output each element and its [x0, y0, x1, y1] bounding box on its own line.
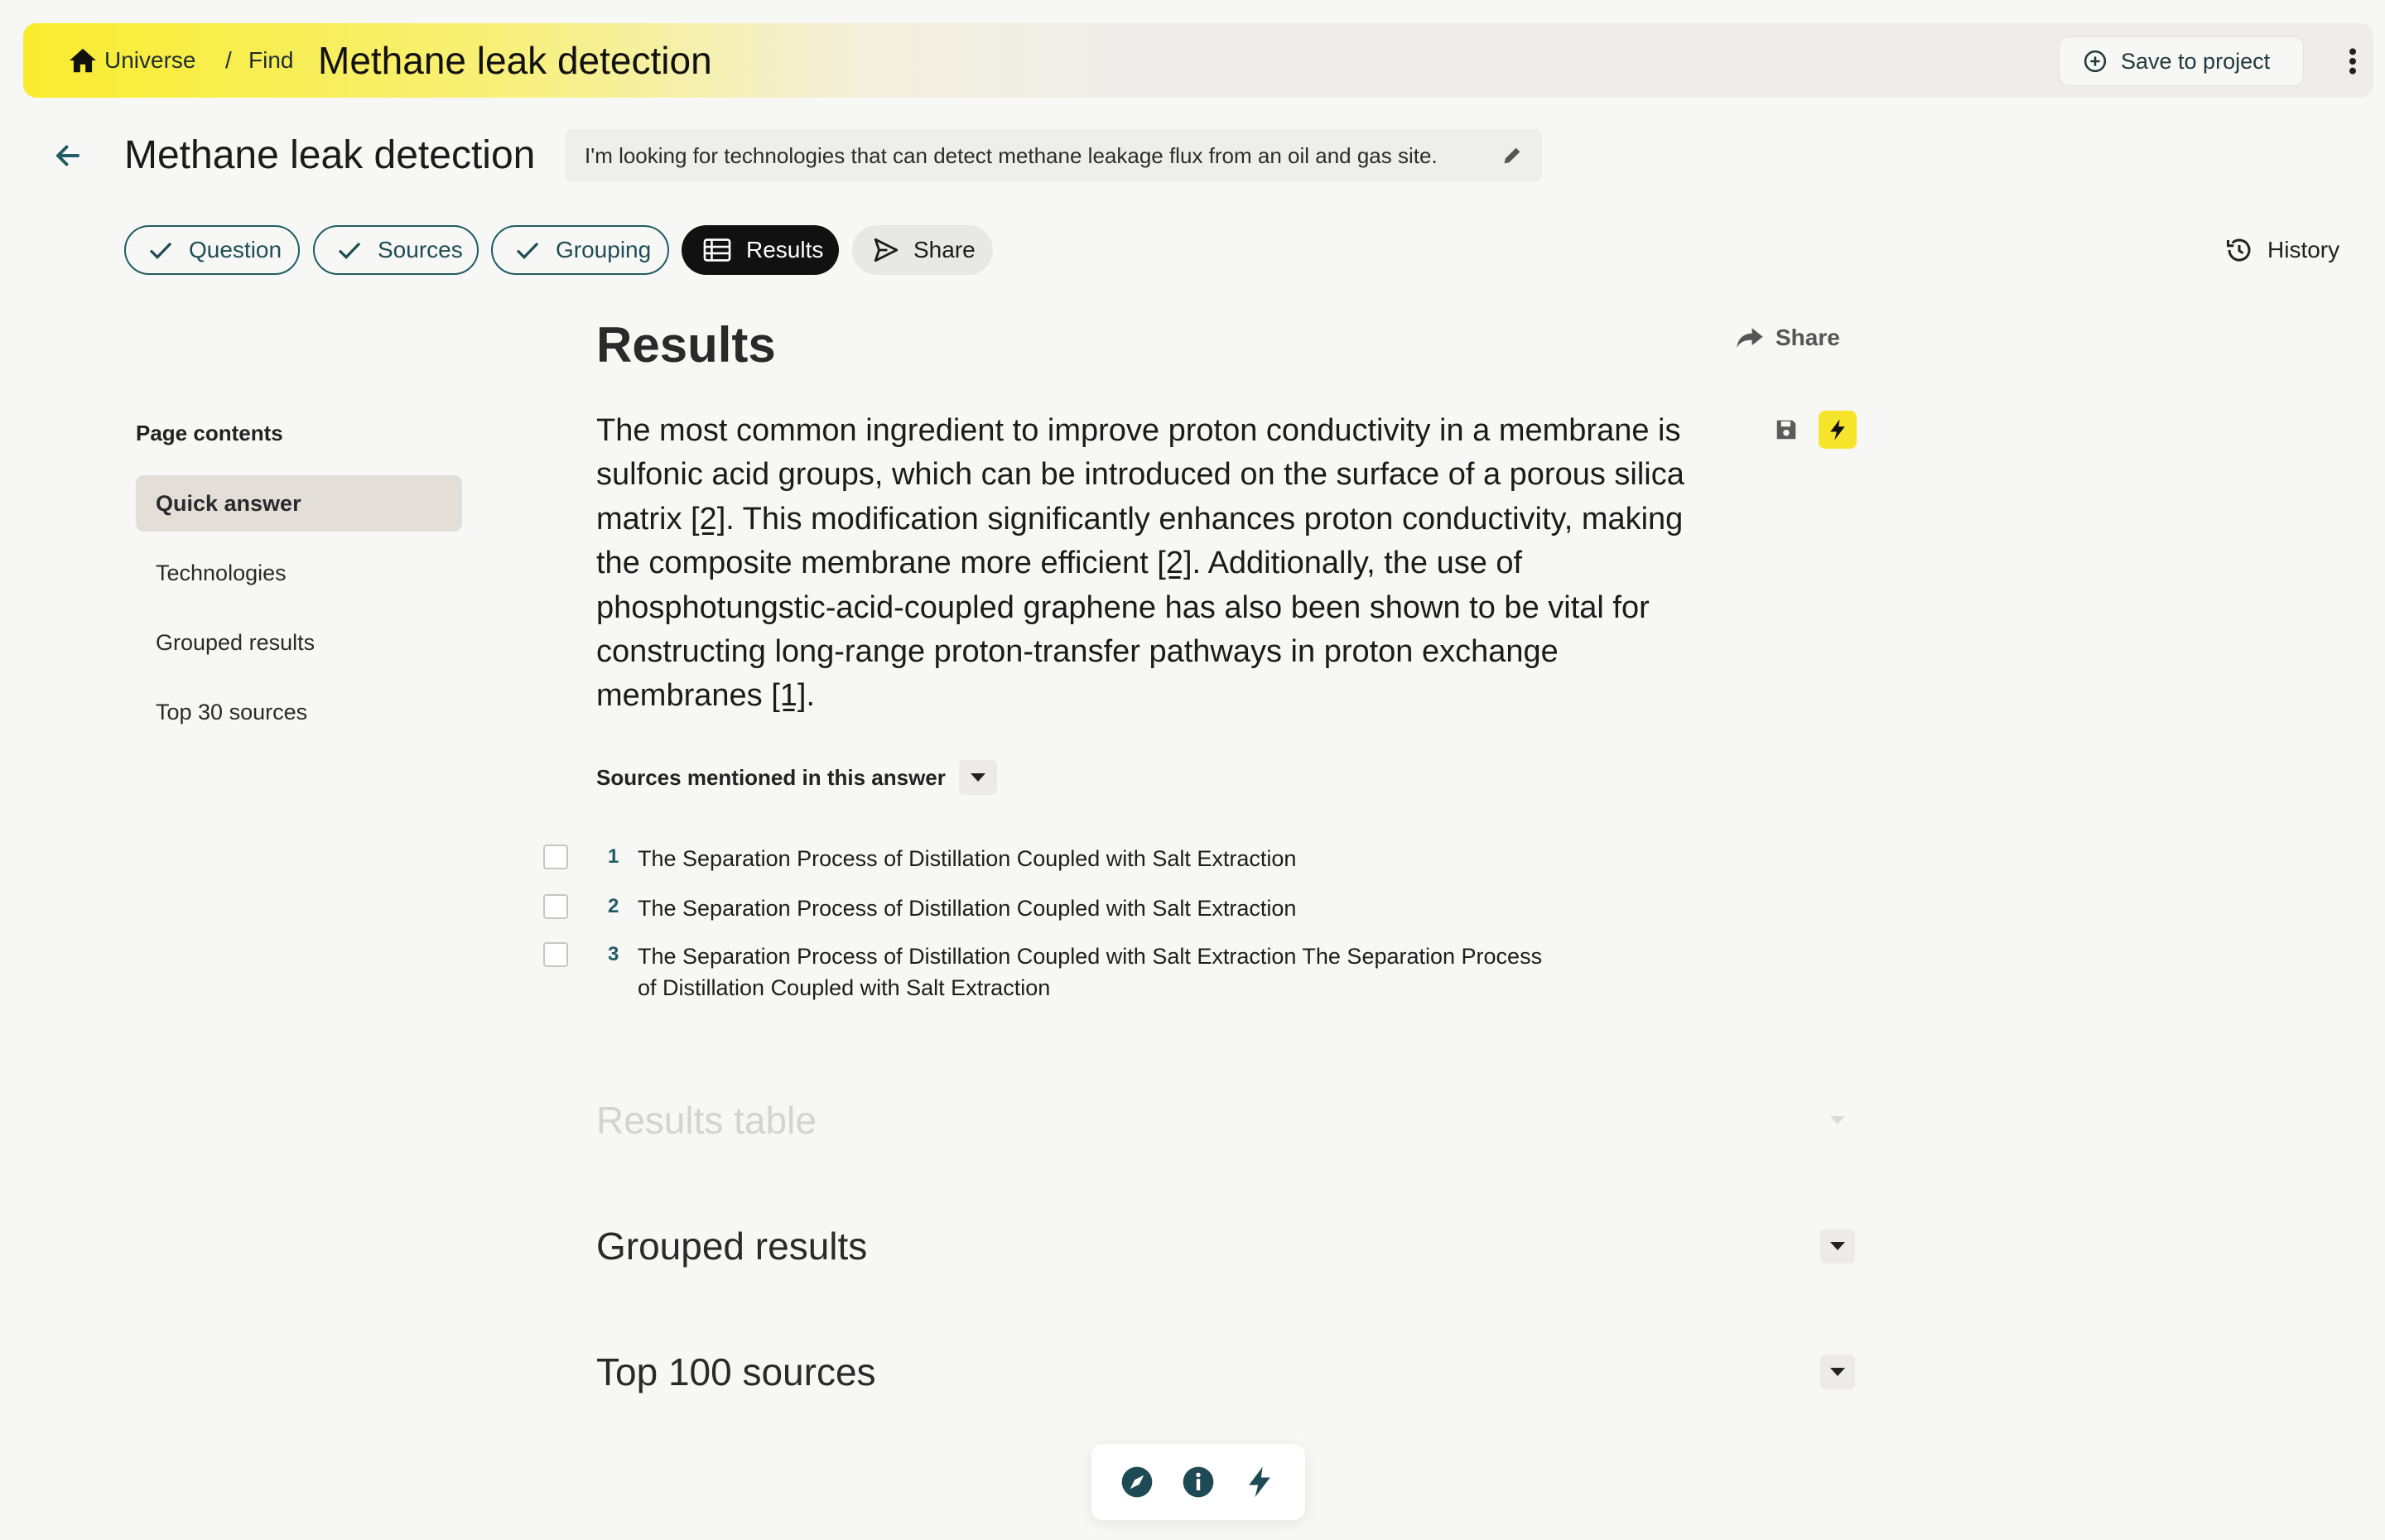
breadcrumb-find[interactable]: Find — [248, 47, 294, 73]
bolt-icon — [1825, 417, 1850, 442]
breadcrumb-separator: / — [225, 47, 232, 73]
question-field[interactable] — [565, 129, 1542, 182]
back-arrow-icon[interactable] — [51, 141, 84, 171]
quick-answer-text — [596, 409, 1731, 719]
results-heading: Results — [596, 317, 776, 373]
home-icon[interactable] — [66, 45, 99, 76]
step-question[interactable] — [124, 225, 300, 275]
toc-item-quick-answer[interactable]: Quick answer — [136, 475, 462, 532]
history-button[interactable] — [2224, 233, 2339, 267]
save-to-project-button[interactable] — [2059, 36, 2304, 86]
top-bar — [23, 23, 2373, 98]
answer-fragment: . This modification significantly enhances proton conductivity, making the composite membrane more efficient — [596, 501, 1684, 581]
edit-pencil-icon[interactable] — [1501, 144, 1524, 167]
chevron-down-icon — [1820, 1103, 1855, 1138]
more-vertical-icon[interactable] — [2340, 45, 2365, 78]
citation-link[interactable]: [2] — [691, 501, 726, 537]
source-row — [543, 893, 1565, 924]
source-row — [543, 843, 1565, 874]
source-row — [543, 941, 1565, 1003]
answer-fragment: . Additionally, the use of phosphotungstic-acid-coupled graphene has also been shown to be vital for constructing long-range proton-transfer pathways in proton exchange membranes — [596, 546, 1650, 714]
answer-fragment: . — [806, 678, 816, 714]
share-label: Share — [1776, 325, 1840, 350]
source-title[interactable]: The Separation Process of Distillation Coupled with Salt Extraction — [638, 896, 1297, 921]
toc-item-technologies[interactable]: Technologies — [156, 561, 287, 585]
grouped-results-section[interactable] — [596, 1217, 1855, 1275]
sources-mentioned-label: Sources mentioned in this answer — [596, 764, 946, 790]
compass-icon[interactable] — [1119, 1464, 1155, 1500]
toc-item-top-sources[interactable]: Top 30 sources — [156, 700, 308, 724]
save-to-project-label: Save to project — [2121, 48, 2271, 74]
source-title[interactable]: The Separation Process of Distillation Coupled with Salt Extraction — [638, 846, 1297, 871]
bolt-icon[interactable] — [1241, 1464, 1278, 1500]
history-icon — [2224, 235, 2254, 265]
step-label: Results — [746, 237, 824, 262]
share-arrow-icon — [1736, 325, 1764, 350]
table-icon — [703, 238, 731, 262]
check-icon — [336, 237, 363, 263]
citation-link[interactable]: [2] — [1157, 546, 1192, 581]
citation-link[interactable]: [1] — [771, 678, 807, 714]
step-share[interactable] — [852, 225, 993, 275]
step-label: Sources — [378, 237, 463, 262]
step-results[interactable] — [682, 225, 839, 275]
page-title: Methane leak detection — [124, 133, 536, 177]
chevron-down-icon[interactable] — [959, 760, 997, 795]
source-checkbox[interactable] — [543, 894, 568, 919]
source-number: 1 — [608, 845, 619, 868]
save-icon[interactable] — [1774, 417, 1799, 442]
breadcrumb-universe[interactable]: Universe — [104, 47, 196, 73]
source-number: 2 — [608, 895, 619, 917]
info-icon[interactable] — [1180, 1464, 1217, 1500]
toc-item-grouped-results[interactable]: Grouped results — [156, 630, 316, 655]
toc-heading: Page contents — [136, 421, 283, 445]
chevron-down-icon[interactable] — [1820, 1229, 1855, 1263]
top-sources-section[interactable] — [596, 1343, 1855, 1401]
source-number: 3 — [608, 943, 619, 965]
top-bar-title: Methane leak detection — [318, 39, 712, 82]
send-icon — [872, 236, 900, 264]
plus-circle-icon — [2083, 49, 2108, 74]
source-checkbox[interactable] — [543, 942, 568, 967]
grouped-results-heading: Grouped results — [596, 1225, 868, 1268]
check-icon — [147, 237, 174, 263]
results-share-button[interactable] — [1736, 325, 1840, 351]
step-sources[interactable] — [313, 225, 479, 275]
bolt-button[interactable] — [1819, 411, 1857, 449]
source-title[interactable]: The Separation Process of Distillation Coupled with Salt Extraction The Separation Process of Distillation Coupled with Salt Extraction — [638, 944, 1543, 1000]
chevron-down-icon[interactable] — [1820, 1355, 1855, 1389]
step-grouping[interactable] — [491, 225, 669, 275]
step-label: Grouping — [556, 237, 652, 262]
answer-fragment: The most common ingredient to improve proton conductivity in a membrane is sulfonic acid groups, which can be introduced on the surface of a porous silica matrix — [596, 413, 1684, 537]
history-label: History — [2267, 237, 2340, 262]
results-table-heading: Results table — [596, 1099, 817, 1142]
floating-toolbar — [1091, 1444, 1305, 1520]
source-checkbox[interactable] — [543, 845, 568, 869]
check-icon — [514, 237, 541, 263]
step-label: Share — [913, 237, 976, 262]
step-label: Question — [189, 237, 282, 262]
sources-mentioned-toggle[interactable] — [596, 760, 997, 795]
question-text: I'm looking for technologies that can detect methane leakage flux from an oil and gas site. — [585, 142, 1438, 168]
results-table-section[interactable] — [596, 1091, 1855, 1149]
top-sources-heading: Top 100 sources — [596, 1350, 876, 1393]
